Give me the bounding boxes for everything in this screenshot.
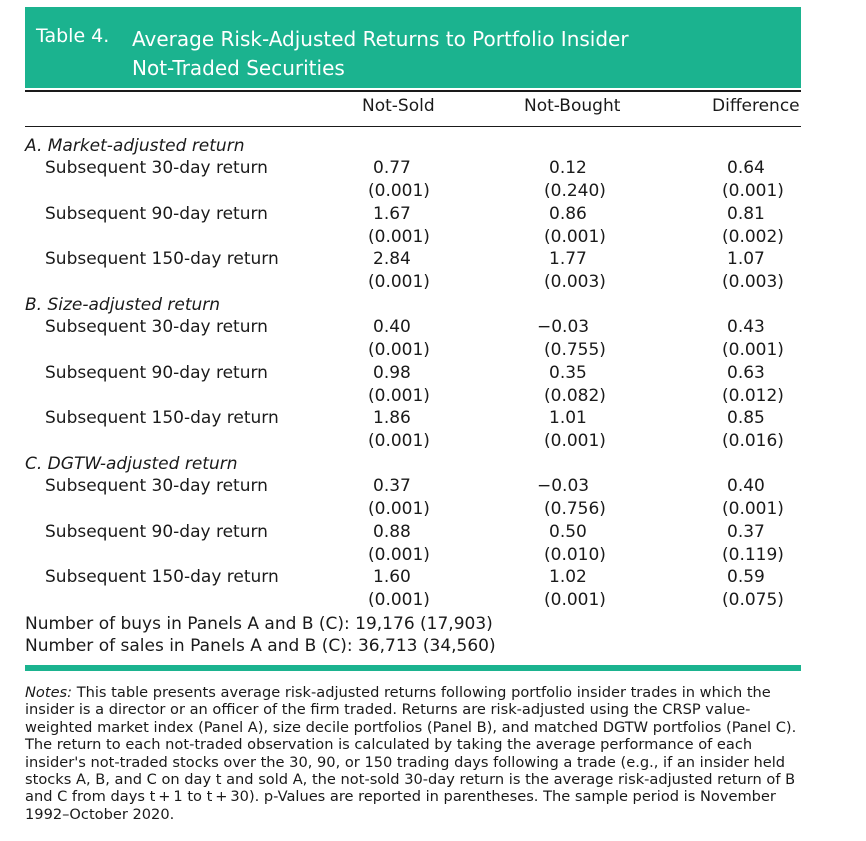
column-header-not-sold: Not-Sold [362,96,435,116]
table-notes [25,684,805,823]
table-header-banner [25,7,801,88]
cell-value: 0.12 [549,158,587,178]
cell-pvalue: (0.001) [722,499,784,519]
footer-sales: Number of sales in Panels A and B (C): 36,713 (34,560) [25,636,496,656]
cell-pvalue: (0.001) [544,590,606,610]
cell-pvalue: (0.001) [368,431,430,451]
row-label: Subsequent 150-day return [45,249,279,269]
top-rule [25,90,801,92]
cell-value: 0.35 [549,362,587,383]
cell-value: 1.02 [549,567,587,587]
cell-pvalue: (0.001) [368,340,430,360]
cell-pvalue: (0.755) [544,340,606,360]
cell-value: 1.77 [549,249,587,269]
cell-pvalue: (0.001) [544,226,606,247]
cell-pvalue: (0.001) [722,340,784,360]
cell-value: 0.59 [727,567,765,587]
cell-pvalue: (0.002) [722,226,784,247]
cell-pvalue: (0.001) [368,226,430,247]
row-label: Subsequent 30-day return [45,158,268,178]
cell-pvalue: (0.240) [544,181,606,201]
header-rule [25,126,801,127]
table-title-line1: Average Risk-Adjusted Returns to Portfolio Insider [132,27,629,51]
panel-title: B. Size-adjusted return [25,295,221,315]
cell-pvalue: (0.001) [722,181,784,201]
bottom-accent-bar [25,665,801,671]
cell-value: 0.86 [549,203,587,224]
cell-value: −0.03 [537,317,590,337]
cell-value: 1.01 [549,408,587,428]
footer-buys: Number of buys in Panels A and B (C): 19,176 (17,903) [25,614,493,634]
table-title-line2: Not-Traded Securities [132,56,345,80]
table-number: Table 4. [36,25,110,47]
cell-value: 0.37 [727,521,765,542]
row-label: Subsequent 90-day return [45,521,268,542]
cell-pvalue: (0.756) [544,499,606,519]
cell-value: 0.63 [727,362,765,383]
cell-value: 0.64 [727,158,765,178]
cell-value: 0.37 [373,476,411,496]
cell-pvalue: (0.075) [722,590,784,610]
cell-pvalue: (0.001) [368,385,430,406]
row-label: Subsequent 150-day return [45,567,279,587]
row-label: Subsequent 90-day return [45,362,268,383]
cell-value: 2.84 [373,249,411,269]
cell-pvalue: (0.001) [368,499,430,519]
notes-text: This table presents average risk-adjusted returns following portfolio insider trades in which the insider is a director or an officer of the firm traded. Returns are risk-adjusted using the CRSP value-weighted market index (Panel A), size decile portfolios (Panel B), and matched DGTW portfolios (Panel C). The return to each not-traded observation is calculated by taking the average performance of each insider's not-traded stocks over the 30, 90, or 150 trading days following a trade (e.g., if an insider held stocks A, B, and C on day t and sold A, the not-sold 30-day return is the average risk-adjusted return of B and C from days t + 1 to t + 30). p-Values are reported in parentheses. The sample period is November 1992–October 2020. [25,684,797,823]
row-label: Subsequent 90-day return [45,203,268,224]
cell-pvalue: (0.010) [544,544,606,565]
cell-pvalue: (0.003) [544,272,606,292]
cell-value: 0.50 [549,521,587,542]
panel-title: A. Market-adjusted return [25,136,245,156]
cell-pvalue: (0.001) [368,544,430,565]
cell-value: 0.43 [727,317,765,337]
panel-title: C. DGTW-adjusted return [25,454,238,474]
cell-value: 0.40 [727,476,765,496]
cell-value: −0.03 [537,476,590,496]
cell-value: 0.81 [727,203,765,224]
cell-value: 0.98 [373,362,411,383]
cell-pvalue: (0.001) [544,431,606,451]
row-label: Subsequent 30-day return [45,317,268,337]
cell-value: 1.60 [373,567,411,587]
cell-pvalue: (0.119) [722,544,784,565]
cell-value: 0.88 [373,521,411,542]
cell-value: 1.07 [727,249,765,269]
row-label: Subsequent 150-day return [45,408,279,428]
cell-value: 1.86 [373,408,411,428]
cell-pvalue: (0.001) [368,181,430,201]
cell-pvalue: (0.012) [722,385,784,406]
table-title [132,25,629,83]
row-label: Subsequent 30-day return [45,476,268,496]
cell-value: 1.67 [373,203,411,224]
cell-pvalue: (0.003) [722,272,784,292]
cell-pvalue: (0.016) [722,431,784,451]
column-header-difference: Difference [712,96,800,116]
notes-label: Notes: [25,684,73,701]
cell-value: 0.85 [727,408,765,428]
cell-pvalue: (0.001) [368,590,430,610]
cell-pvalue: (0.001) [368,272,430,292]
cell-value: 0.40 [373,317,411,337]
cell-value: 0.77 [373,158,411,178]
cell-pvalue: (0.082) [544,385,606,406]
column-header-not-bought: Not-Bought [524,96,621,116]
